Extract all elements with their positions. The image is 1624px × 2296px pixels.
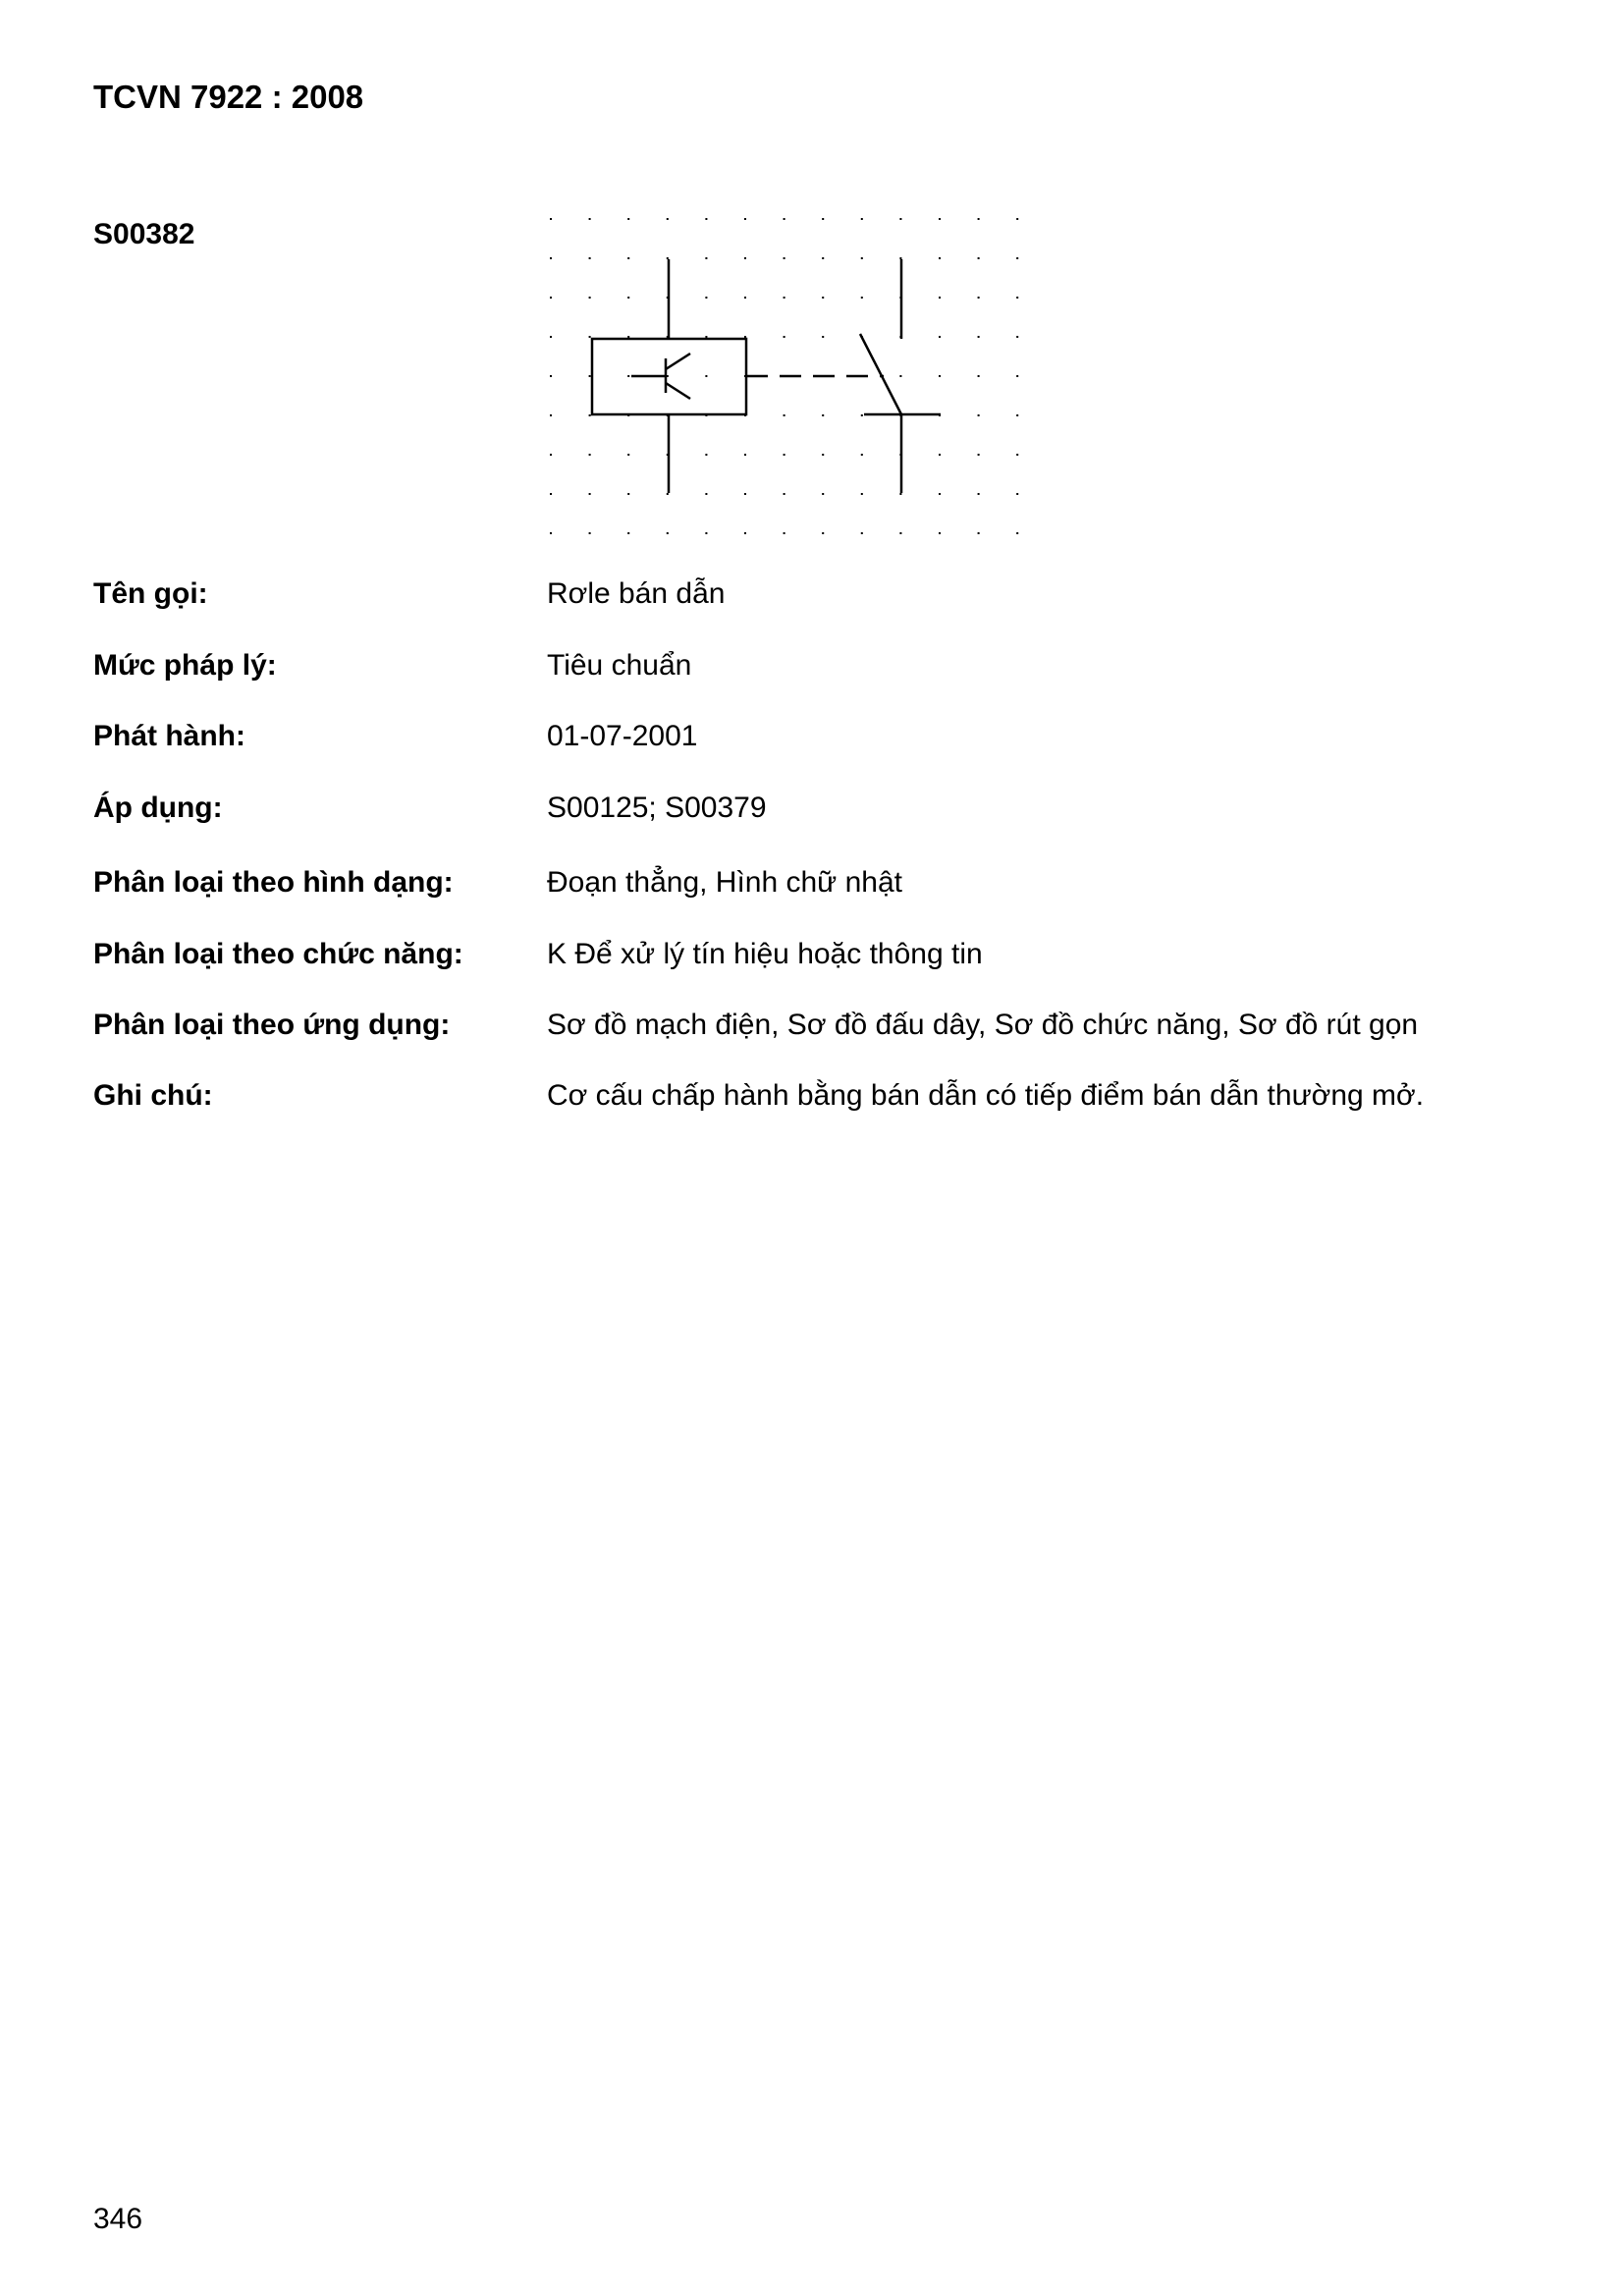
grid-dot bbox=[939, 218, 941, 220]
grid-dot bbox=[627, 493, 629, 495]
grid-dot bbox=[1016, 257, 1018, 259]
field-label: Mức pháp lý: bbox=[93, 649, 277, 682]
grid-dot bbox=[1016, 297, 1018, 299]
grid-dot bbox=[822, 257, 824, 259]
field-label: Phân loại theo chức năng: bbox=[93, 938, 463, 970]
grid-dot bbox=[899, 493, 901, 495]
grid-dot bbox=[744, 532, 746, 534]
grid-dot bbox=[939, 297, 941, 299]
grid-dot bbox=[744, 493, 746, 495]
grid-dot bbox=[705, 454, 707, 456]
grid-dot bbox=[627, 375, 629, 377]
solid-state-relay-symbol-icon bbox=[538, 206, 1039, 540]
grid-dot bbox=[1016, 454, 1018, 456]
grid-dot bbox=[550, 375, 552, 377]
grid-dot bbox=[822, 454, 824, 456]
grid-dot bbox=[978, 218, 980, 220]
grid-dot bbox=[667, 257, 669, 259]
grid-dot bbox=[784, 414, 785, 416]
grid-dot bbox=[784, 297, 785, 299]
grid-dot bbox=[784, 257, 785, 259]
grid-dot bbox=[627, 336, 629, 338]
field-label: Phân loại theo hình dạng: bbox=[93, 866, 454, 899]
semiconductor-emitter bbox=[666, 383, 690, 399]
grid-dot bbox=[589, 454, 591, 456]
grid-dot bbox=[784, 454, 785, 456]
field-value: K Để xử lý tín hiệu hoặc thông tin bbox=[547, 938, 983, 970]
grid-dot bbox=[784, 493, 785, 495]
grid-dot bbox=[784, 336, 785, 338]
grid-dot bbox=[550, 336, 552, 338]
grid-dot bbox=[667, 218, 669, 220]
grid-dot bbox=[744, 297, 746, 299]
grid-dot bbox=[939, 532, 941, 534]
grid-dot bbox=[978, 336, 980, 338]
grid-dot bbox=[861, 454, 863, 456]
relay-coil-box bbox=[592, 339, 746, 414]
grid-dot bbox=[627, 257, 629, 259]
contact-blade bbox=[860, 334, 901, 414]
grid-dot bbox=[550, 532, 552, 534]
grid-dot bbox=[705, 218, 707, 220]
grid-dot bbox=[744, 454, 746, 456]
grid-dot bbox=[705, 532, 707, 534]
grid-dot bbox=[939, 493, 941, 495]
grid-dot bbox=[978, 297, 980, 299]
page-number: 346 bbox=[93, 2203, 143, 2235]
field-value: Tiêu chuẩn bbox=[547, 649, 692, 682]
grid-dot bbox=[589, 257, 591, 259]
grid-dot bbox=[550, 218, 552, 220]
grid-dot bbox=[822, 414, 824, 416]
field-value: Đoạn thẳng, Hình chữ nhật bbox=[547, 866, 902, 899]
grid-dot bbox=[1016, 414, 1018, 416]
field-label: Ghi chú: bbox=[93, 1079, 213, 1112]
grid-dot bbox=[1016, 336, 1018, 338]
grid-dot bbox=[978, 414, 980, 416]
standard-header: TCVN 7922 : 2008 bbox=[93, 79, 364, 115]
grid-dot bbox=[627, 532, 629, 534]
grid-dot bbox=[1016, 493, 1018, 495]
grid-dot bbox=[978, 493, 980, 495]
grid-dot bbox=[744, 336, 746, 338]
field-value: Rơle bán dẫn bbox=[547, 577, 726, 610]
grid-dot bbox=[667, 493, 669, 495]
grid-dot bbox=[589, 336, 591, 338]
grid-dot bbox=[861, 493, 863, 495]
grid-dot bbox=[899, 375, 901, 377]
field-value: 01-07-2001 bbox=[547, 720, 698, 752]
grid-dot bbox=[744, 257, 746, 259]
grid-dot bbox=[899, 218, 901, 220]
grid-dot bbox=[899, 532, 901, 534]
grid-dot bbox=[822, 336, 824, 338]
field-label: Phát hành: bbox=[93, 720, 245, 752]
grid-dot bbox=[939, 454, 941, 456]
grid-dot bbox=[744, 218, 746, 220]
field-value: Sơ đồ mạch điện, Sơ đồ đấu dây, Sơ đồ chức năng, Sơ đồ rút gọn bbox=[547, 1009, 1419, 1041]
grid-dot bbox=[939, 257, 941, 259]
field-label: Tên gọi: bbox=[93, 577, 208, 610]
grid-dot bbox=[667, 532, 669, 534]
grid-dot bbox=[939, 375, 941, 377]
grid-dot bbox=[822, 493, 824, 495]
grid-dot bbox=[550, 493, 552, 495]
grid-dot bbox=[978, 257, 980, 259]
grid-dot bbox=[589, 375, 591, 377]
grid-dot bbox=[861, 218, 863, 220]
field-value: Cơ cấu chấp hành bằng bán dẫn có tiếp điểm bán dẫn thường mở. bbox=[547, 1079, 1425, 1112]
grid-dot bbox=[550, 257, 552, 259]
grid-dot bbox=[899, 257, 901, 259]
grid-dot bbox=[705, 493, 707, 495]
grid-dot bbox=[589, 297, 591, 299]
grid-dot bbox=[978, 454, 980, 456]
grid-dot bbox=[705, 375, 707, 377]
grid-dot bbox=[627, 454, 629, 456]
grid-dot bbox=[822, 532, 824, 534]
semiconductor-collector bbox=[666, 354, 690, 369]
grid-dot bbox=[705, 297, 707, 299]
grid-dot bbox=[822, 218, 824, 220]
grid-dot bbox=[861, 257, 863, 259]
grid-dot bbox=[705, 257, 707, 259]
grid-dot bbox=[589, 218, 591, 220]
grid-dot bbox=[550, 414, 552, 416]
grid-dot bbox=[861, 297, 863, 299]
grid-dot bbox=[1016, 532, 1018, 534]
grid-dot bbox=[705, 336, 707, 338]
grid-dot bbox=[822, 297, 824, 299]
grid-dot bbox=[589, 414, 591, 416]
grid-dot bbox=[550, 454, 552, 456]
field-label: Áp dụng: bbox=[93, 792, 223, 824]
grid-dot bbox=[861, 532, 863, 534]
grid-dot bbox=[550, 297, 552, 299]
grid-dot bbox=[627, 218, 629, 220]
grid-dot bbox=[784, 532, 785, 534]
field-label: Phân loại theo ứng dụng: bbox=[93, 1009, 451, 1041]
grid-dot bbox=[861, 414, 863, 416]
grid-dot bbox=[589, 493, 591, 495]
field-value: S00125; S00379 bbox=[547, 792, 767, 824]
grid-dot bbox=[1016, 375, 1018, 377]
symbol-code: S00382 bbox=[93, 218, 195, 250]
grid-dot bbox=[978, 375, 980, 377]
grid-dot bbox=[939, 336, 941, 338]
grid-dot bbox=[784, 218, 785, 220]
grid-dot bbox=[627, 297, 629, 299]
grid-dot bbox=[1016, 218, 1018, 220]
grid-dot bbox=[589, 532, 591, 534]
grid-dot bbox=[978, 532, 980, 534]
